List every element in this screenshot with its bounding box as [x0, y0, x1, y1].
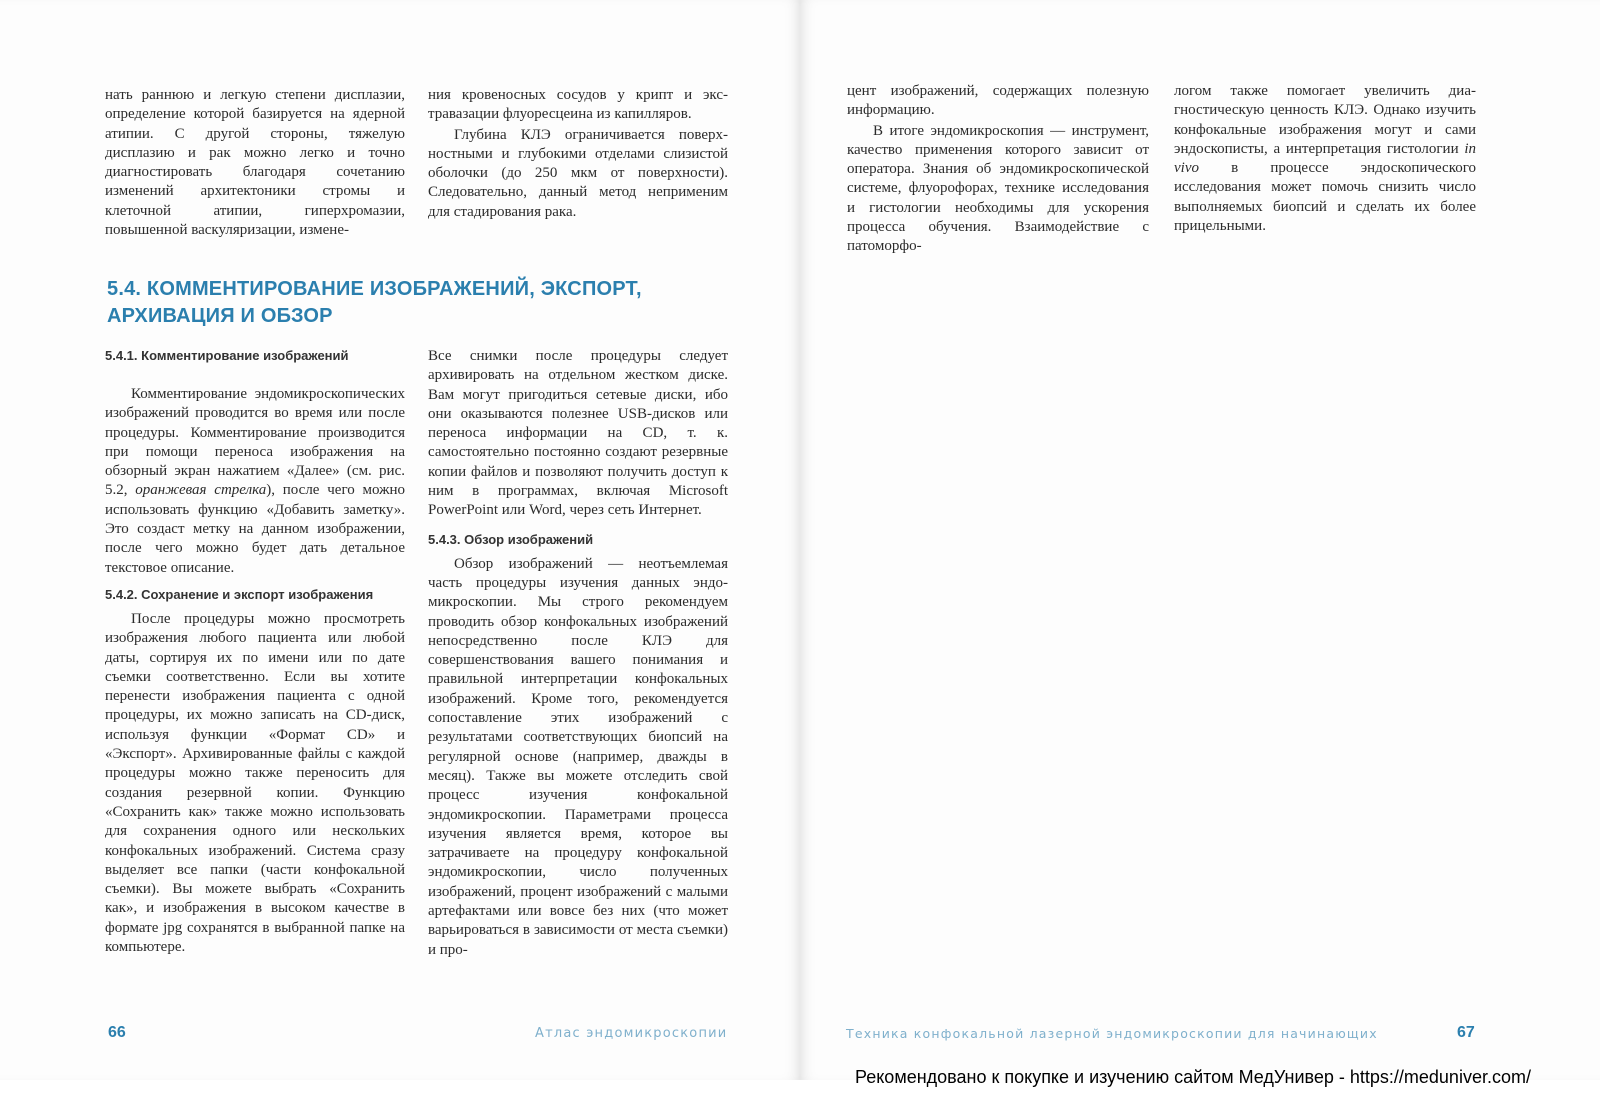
promo-footer: Рекомендовано к покупке и изучению сайтом МедУнивер - https://meduniver.com/: [855, 1067, 1531, 1087]
subsection-heading-542: 5.4.2. Сохранение и экспорт изображения: [105, 586, 374, 602]
left-col2-bottom: [428, 347, 728, 960]
text-run: ), после чего можно использовать функцию «Добавить заметку». Это создаст метку на данном изображении, после чего можно будет дать детальное текстовое описание.: [105, 482, 406, 576]
paragraph: ния кровеносных сосудов у крипт и экстравазации флуоресцеина из капилляров.: [428, 87, 728, 123]
right-col1: [847, 82, 1149, 257]
paragraph: нать раннюю и легкую степени дисплазии, определение которой базируется на ядерной атипии. С другой стороны, тяжелую дисплазию и рак можно легко и точно диагностировать благодаря сочетанию изменений архитектоники стромы и клеточной атипии, гиперхромазии, повышенной васкуляризации, измене-: [105, 87, 405, 239]
right-col2: [1174, 82, 1476, 236]
italic-text: in vivo: [1174, 140, 1476, 177]
paragraph: [105, 385, 405, 578]
subsection-heading-543: 5.4.3. Обзор изображений: [428, 531, 594, 547]
section-heading: 5.4. КОММЕНТИРОВАНИЕ ИЗОБРАЖЕНИЙ, ЭКСПОРТ, АРХИВАЦИЯ И ОБЗОР: [107, 278, 642, 327]
left-col1-bottom: [105, 347, 405, 957]
left-col1-top: [105, 86, 405, 240]
italic-text: оранжевая стрелка: [135, 482, 267, 499]
paragraph: цент изображений, содержащих полезную информацию.: [847, 83, 1149, 119]
paragraph: В итоге эндомикроскопия — инструмент, качество применения которого зависит от оператора. Знания об эндомикроскопической системе, флуорофорах, технике исследования и гистологии необходимы для ускорения процесса обучения. Взаимодействие с патоморфо-: [847, 122, 1149, 255]
left-col2-top: [428, 86, 728, 222]
subsection-heading-541: 5.4.1. Комментирование изображений: [105, 348, 349, 363]
paragraph: Обзор изображений — неотъемлемая часть процедуры изучения данных эндомикроскопии. Мы строго рекомендуем проводить обзор конфокальных изображений непосредственно после КЛЭ для совершенствования вашего понимания и правильной интерпретации конфокальных изображений. Кроме того, рекомендуется сопоставление этих изображений с результатами соответствующих биопсий на регулярной основе (например, дважды в месяц). Также вы можете отследить свой процесс изучения конфокальной эндомикроскопии. Параметрами процесса изучения является время, которое вы затрачиваете на процедуру конфокальной эндомикроскопии, число полученных изображений, процент изображений с малыми артефактами или вовсе без них (что может варьироваться в зависимости от места съемки) и про-: [428, 555, 728, 958]
page-number-right: 67: [1457, 1024, 1475, 1041]
running-title-left: Атлас эндомикроскопии: [535, 1026, 728, 1041]
text-run: Комментирование эндомикроскопических изображений проводится во время или после процедуры. Комментирование производится при помощи переноса изображения на обзорный экран нажатием «Далее» (см. рис. 5.2,: [105, 386, 405, 499]
text-run: логом также помогает увеличить диагностическую ценность КЛЭ. Однако изучить конфокальные изображения могут и сами эндоскописты, а интерпретация гистологии: [1174, 83, 1476, 157]
paragraph: Глубина КЛЭ ограничивается поверхностными и глубокими отделами слизистой оболочки (до 250 мкм от поверхности). Следовательно, данный метод неприменим для стадирования рака.: [428, 126, 728, 220]
page-number-left: 66: [108, 1024, 126, 1041]
paragraph: Все снимки после процедуры следует архивировать на отдельном жестком диске. Вам могут пригодиться сетевые диски, ибо они оказываются полезнее USB-дисков или переноса информации на CD, т. к. самостоятельно постоянно создают резервные копии файлов и позволяют получить доступ к ним в программах, включая Microsoft PowerPoint или Word, через сеть Интернет.: [428, 348, 728, 519]
text-run: в процессе эндоскопического исследования может помочь снизить число выполняемых биопсий и сделать их более прицельными.: [1174, 160, 1476, 235]
paragraph: После процедуры можно просмотреть изображения любого пациента или любой даты, сортируя их по имени или по дате съемки соответственно. Если вы хотите перенести изображения пациента с одной процедуры, их можно записать на CD-диск, используя функции «Формат CD» и «Экспорт». Архивированные файлы с каждой процедуры можно также переносить для создания резервной копии. Функцию «Сохранить как» также можно использовать для сохранения одного или нескольких конфокальных изображений. Система сразу выделяет все папки (части конфокальной съемки). Вы можете выбрать «Сохранить как», и изображения в высоком качестве в формате jpg сохранятся в выбранной папке на компьютере.: [105, 610, 405, 956]
running-title-right: Техника конфокальной лазерной эндомикроскопии для начинающих: [846, 1026, 1378, 1041]
right-page: [800, 0, 1600, 1080]
paragraph: [1174, 82, 1476, 236]
left-page: [0, 0, 800, 1080]
